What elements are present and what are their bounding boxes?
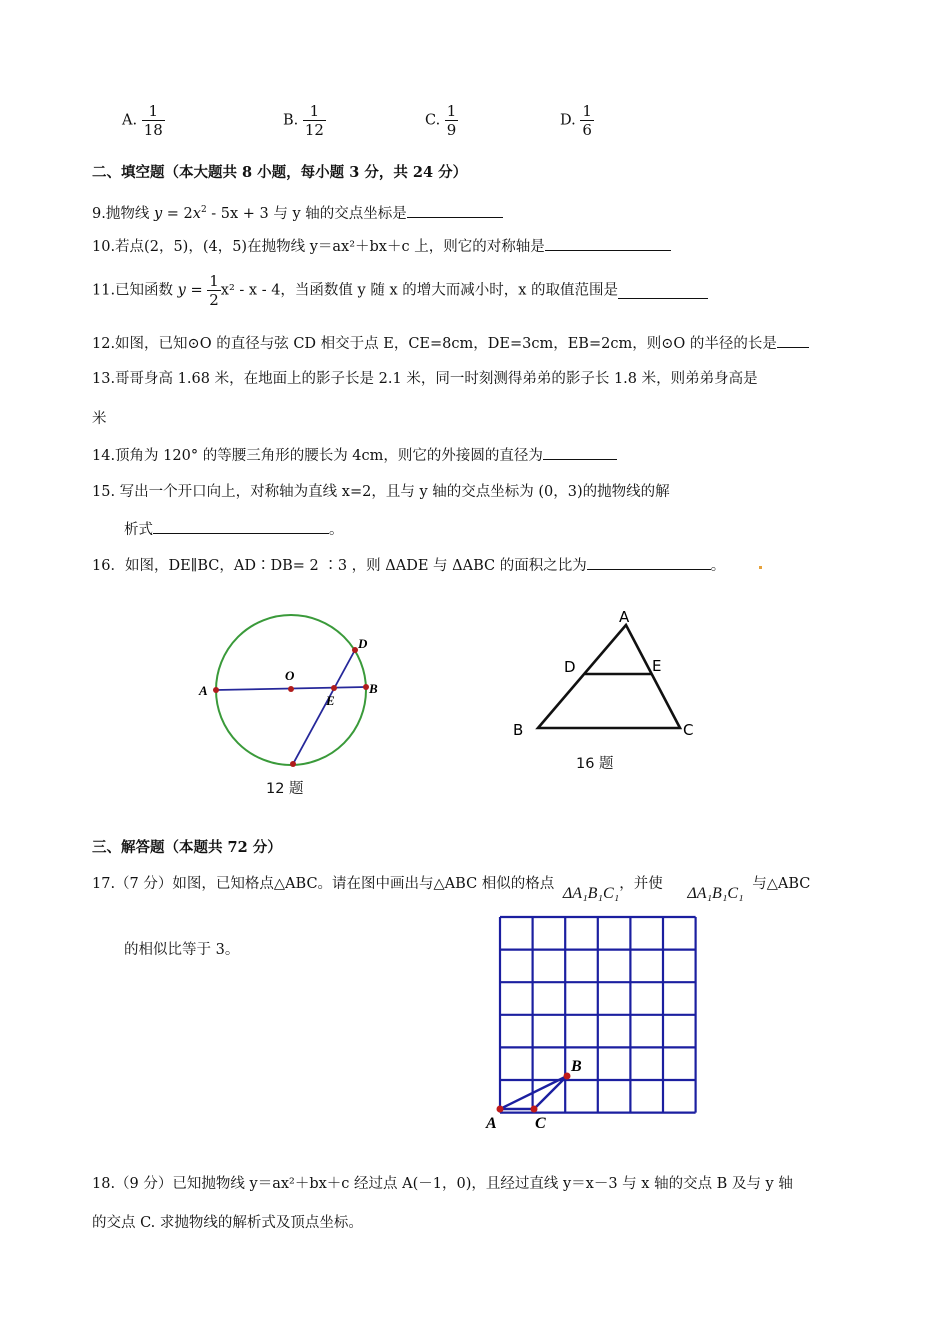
choice-b [283, 102, 326, 139]
q9-x: x [192, 205, 201, 222]
choice-a-denominator: 18 [143, 121, 163, 139]
q16-text: 16．如图，DE∥BC，AD∶DB= 2 ∶3 ，则 ΔADE 与 ΔABC 的面积之比为 [92, 558, 587, 574]
figure-16-caption: 16 题 [576, 756, 614, 772]
label-e: E [652, 657, 662, 675]
point-c [290, 761, 296, 767]
q9-tail: - 5x + 3 与 y 轴的交点坐标是 [206, 205, 407, 222]
choice-b-numerator: 1 [303, 102, 326, 121]
label-a: A [486, 1115, 497, 1132]
q17-end: 与△ABC [752, 876, 811, 892]
figure-16 [505, 605, 705, 745]
q10-answer-blank[interactable] [545, 235, 671, 251]
q12-answer-blank[interactable] [777, 332, 809, 348]
question-13-line2: 米 [92, 411, 107, 427]
question-16 [92, 554, 725, 576]
label-b: B [513, 721, 524, 739]
q15-prefix: 析式 [124, 522, 153, 538]
q17-text: 17.（7 分）如图，已知格点△ABC。请在图中画出与△ABC 相似的格点 [92, 876, 555, 892]
decorative-dot [759, 566, 762, 569]
q17-triangle-1: ΔA₁B₁C₁ [562, 885, 620, 902]
choice-d-label: D. [560, 112, 576, 129]
grid-lines [500, 917, 696, 1113]
question-18-line2: 的交点 C. 求抛物线的解析式及顶点坐标。 [92, 1215, 363, 1231]
question-17-line1 [92, 874, 811, 902]
choice-c-label: C. [425, 112, 441, 129]
section3-heading: 三、解答题（本题共 72 分） [92, 839, 282, 856]
q9-sup: 2 [200, 205, 207, 215]
figure-12 [195, 610, 385, 800]
triangle-abc [538, 625, 680, 728]
question-11 [92, 272, 708, 309]
label-a: A [619, 608, 630, 626]
grid-figure [480, 910, 710, 1135]
label-d: D [564, 658, 576, 676]
point-a [213, 687, 219, 693]
choice-a-numerator: 1 [142, 102, 165, 121]
chord-cd [293, 650, 355, 764]
q9-y: y [153, 205, 163, 222]
choice-d-fraction [580, 102, 594, 139]
q11-y: y [177, 282, 186, 299]
label-o: O [285, 668, 295, 683]
choice-a [122, 102, 165, 139]
choice-b-label: B. [283, 112, 299, 129]
section2-heading: 二、填空题（本大题共 8 小题，每小题 3 分，共 24 分） [92, 164, 468, 181]
q11-after: x² - x - 4，当函数值 y 随 x 的增大而减小时，x 的取值范围是 [220, 282, 619, 299]
choice-d-numerator: 1 [582, 102, 592, 120]
choice-c-fraction [445, 102, 459, 139]
label-c: C [683, 721, 694, 739]
q14-answer-blank[interactable] [543, 444, 617, 460]
q17-mid: ，并使 [619, 876, 663, 892]
q11-prefix: 11.已知函数 [92, 282, 178, 299]
choice-c [425, 102, 458, 139]
question-12 [92, 332, 809, 354]
question-9 [92, 200, 503, 224]
label-a: A [199, 683, 208, 698]
choice-c-denominator: 9 [446, 121, 457, 139]
question-15-line1: 15. 写出一个开口向上，对称轴为直线 x=2，且与 y 轴的交点坐标为 (0，3)的抛物线的解 [92, 484, 670, 500]
choice-a-label: A. [122, 112, 138, 129]
figure-12-caption: 12 题 [266, 781, 304, 797]
point-b [564, 1073, 571, 1080]
question-17-line2: 的相似比等于 3。 [124, 942, 240, 958]
q9-prefix: 9.抛物线 [92, 205, 154, 222]
choice-b-denominator: 12 [304, 121, 324, 139]
question-10 [92, 235, 671, 257]
q15-end: 。 [329, 522, 344, 538]
choice-b-fraction [303, 102, 326, 139]
q10-text: 10.若点(2，5)，(4，5)在抛物线 y＝ax²＋bx＋c 上，则它的对称轴是 [92, 239, 545, 255]
choice-d [560, 102, 594, 139]
q14-text: 14.顶角为 120° 的等腰三角形的腰长为 4cm，则它的外接圆的直径为 [92, 448, 543, 464]
q11-answer-blank[interactable] [618, 283, 708, 299]
q16-end: 。 [710, 558, 726, 574]
q12-text: 12.如图，已知⊙O 的直径与弦 CD 相交于点 E，CE=8cm，DE=3cm，EB=2cm，则⊙O 的半径的长是 [92, 336, 777, 352]
choice-a-fraction [142, 102, 165, 139]
point-c [531, 1106, 538, 1113]
label-e: E [326, 693, 335, 708]
question-13-line1: 13.哥哥身高 1.68 米，在地面上的影子长是 2.1 米，同一时刻测得弟弟的影子长 1.8 米，则弟弟身高是 [92, 371, 758, 387]
choice-d-denominator: 6 [582, 121, 592, 139]
q11-numerator: 1 [209, 272, 219, 290]
q11-fraction [207, 272, 221, 309]
q9-answer-blank[interactable] [407, 202, 503, 218]
q9-eq: = 2 [162, 205, 193, 222]
label-b: B [369, 681, 378, 696]
label-c: C [535, 1115, 546, 1132]
question-18-line1: 18.（9 分）已知抛物线 y＝ax²＋bx＋c 经过点 A(－1，0)，且经过直线 y＝x－3 与 x 轴的交点 B 及与 y 轴 [92, 1176, 793, 1192]
point-a [497, 1106, 504, 1113]
choice-c-numerator: 1 [446, 102, 457, 120]
question-15-line2 [124, 518, 344, 540]
q11-denominator: 2 [209, 291, 219, 309]
label-d: D [358, 636, 368, 651]
point-e [331, 685, 337, 691]
q16-answer-blank[interactable] [587, 554, 711, 570]
question-14 [92, 444, 617, 466]
point-o [288, 686, 294, 692]
label-b: B [571, 1058, 582, 1075]
q11-eq: = [185, 282, 208, 299]
q17-triangle-2: ΔA₁B₁C₁ [687, 885, 744, 902]
q15-answer-blank[interactable] [153, 518, 329, 534]
